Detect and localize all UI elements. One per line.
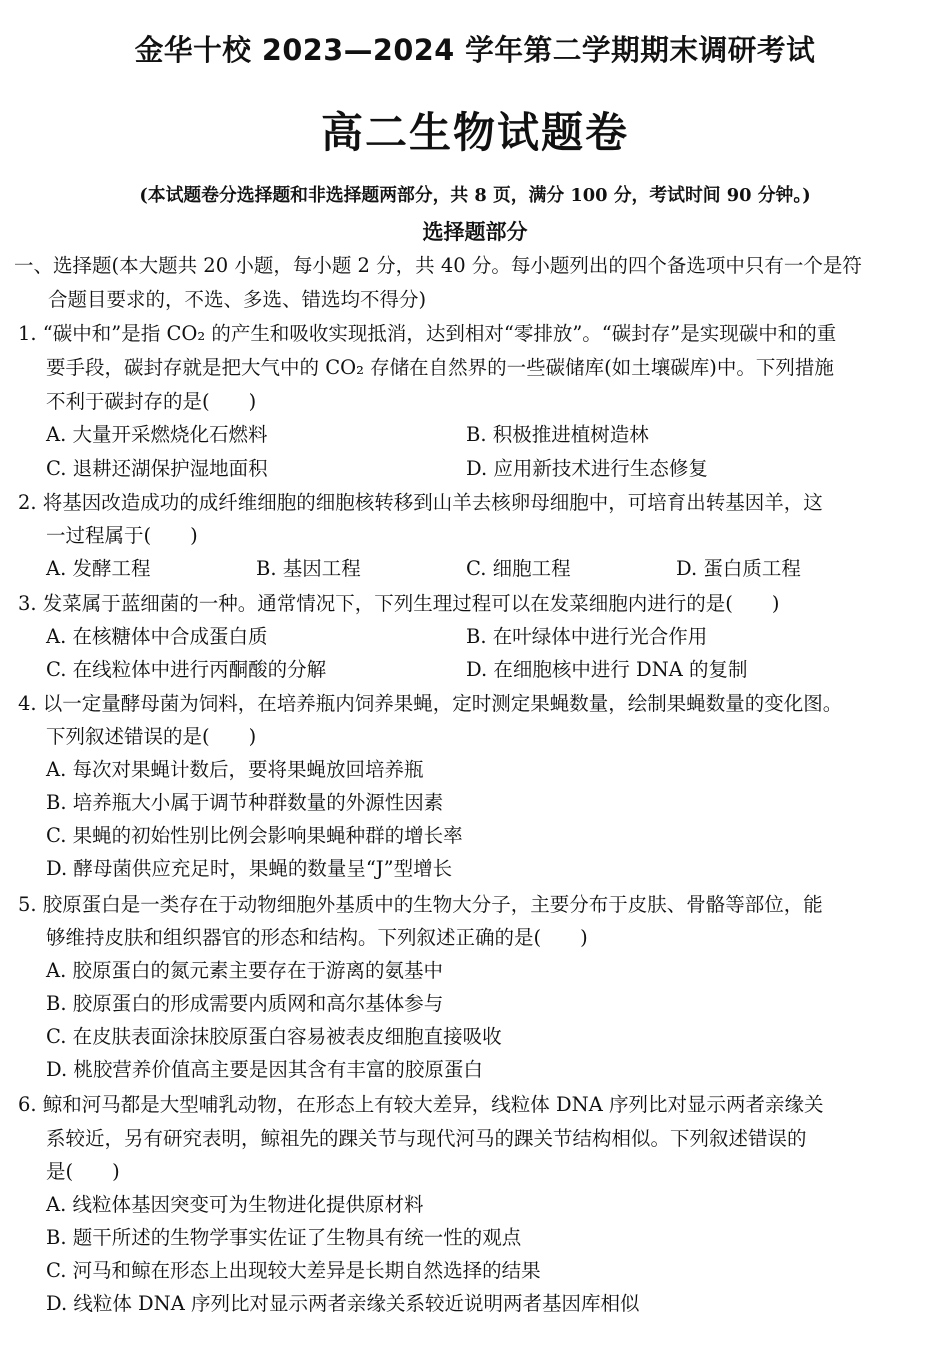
option-a: A. 大量开采燃烧化石燃料 [46, 423, 268, 446]
option-b: B. 基因工程 [256, 557, 361, 580]
subject-title: 高二生物试题卷 [320, 108, 629, 157]
option-d: D. 在细胞核中进行 DNA 的复制 [466, 658, 748, 681]
option-b: B. 胶原蛋白的形成需要内质网和高尔基体参与 [46, 992, 444, 1015]
instructions-line: 合题目要求的，不选、多选、错选均不得分) [48, 288, 427, 311]
question-stem-line: 5. 胶原蛋白是一类存在于动物细胞外基质中的生物大分子，主要分布于皮肤、骨骼等部位，能 [18, 893, 823, 916]
option-b: B. 积极推进植树造林 [466, 423, 649, 446]
option-a: A. 胶原蛋白的氮元素主要存在于游离的氨基中 [46, 959, 443, 982]
option-c: C. 退耕还湖保护湿地面积 [46, 457, 268, 480]
question-stem-line: 1. “碳中和”是指 CO₂ 的产生和吸收实现抵消，达到相对“零排放”。“碳封存”是实现碳中和的重 [18, 322, 837, 345]
option-b: B. 在叶绿体中进行光合作用 [466, 625, 708, 648]
question-stem-line: 不利于碳封存的是( ) [46, 390, 257, 413]
option-b: B. 题干所述的生物学事实佐证了生物具有统一性的观点 [46, 1226, 522, 1249]
option-c: C. 果蝇的初始性别比例会影响果蝇种群的增长率 [46, 824, 463, 847]
question-stem-line: 下列叙述错误的是( ) [46, 725, 257, 748]
instructions-line: 一、选择题(本大题共 20 小题，每小题 2 分，共 40 分。每小题列出的四个备选项中只有一个是符 [14, 254, 862, 277]
option-c: C. 细胞工程 [466, 557, 571, 580]
option-a: A. 发酵工程 [46, 557, 151, 580]
question-stem-line: 3. 发菜属于蓝细菌的一种。通常情况下，下列生理过程可以在发菜细胞内进行的是( ) [18, 592, 780, 615]
question-stem-line: 一过程属于( ) [46, 524, 198, 547]
question-stem-line: 是( ) [46, 1160, 120, 1183]
option-a: A. 线粒体基因突变可为生物进化提供原材料 [46, 1193, 424, 1216]
option-c: C. 在皮肤表面涂抹胶原蛋白容易被表皮细胞直接吸收 [46, 1025, 502, 1048]
question-stem-line: 够维持皮肤和组织器官的形态和结构。下列叙述正确的是( ) [46, 926, 588, 949]
section-title: 选择题部分 [422, 220, 528, 244]
option-d: D. 应用新技术进行生态修复 [466, 457, 708, 480]
exam-note: (本试题卷分选择题和非选择题两部分，共 8 页，满分 100 分，考试时间 90 分钟。) [139, 185, 811, 206]
question-stem-line: 2. 将基因改造成功的成纤维细胞的细胞核转移到山羊去核卵母细胞中，可培育出转基因羊，这 [18, 491, 823, 514]
option-d: D. 蛋白质工程 [676, 557, 801, 580]
option-d: D. 桃胶营养价值高主要是因其含有丰富的胶原蛋白 [46, 1058, 483, 1081]
question-stem-line: 4. 以一定量酵母菌为饲料，在培养瓶内饲养果蝇，定时测定果蝇数量，绘制果蝇数量的变化图。 [18, 692, 843, 715]
option-a: A. 每次对果蝇计数后，要将果蝇放回培养瓶 [46, 758, 424, 781]
question-stem-line: 要手段，碳封存就是把大气中的 CO₂ 存储在自然界的一些碳储库(如土壤碳库)中。下列措施 [46, 356, 834, 379]
option-d: D. 酵母菌供应充足时，果蝇的数量呈“J”型增长 [46, 857, 453, 880]
option-d: D. 线粒体 DNA 序列比对显示两者亲缘关系较近说明两者基因库相似 [46, 1292, 640, 1315]
option-c: C. 在线粒体中进行丙酮酸的分解 [46, 658, 327, 681]
question-stem-line: 6. 鲸和河马都是大型哺乳动物，在形态上有较大差异，线粒体 DNA 序列比对显示两者亲缘关 [18, 1093, 824, 1116]
question-stem-line: 系较近，另有研究表明，鲸祖先的踝关节与现代河马的踝关节结构相似。下列叙述错误的 [46, 1127, 807, 1150]
option-a: A. 在核糖体中合成蛋白质 [46, 625, 268, 648]
option-b: B. 培养瓶大小属于调节种群数量的外源性因素 [46, 791, 444, 814]
exam-title: 金华十校 2023—2024 学年第二学期期末调研考试 [134, 33, 816, 67]
option-c: C. 河马和鲸在形态上出现较大差异是长期自然选择的结果 [46, 1259, 541, 1282]
